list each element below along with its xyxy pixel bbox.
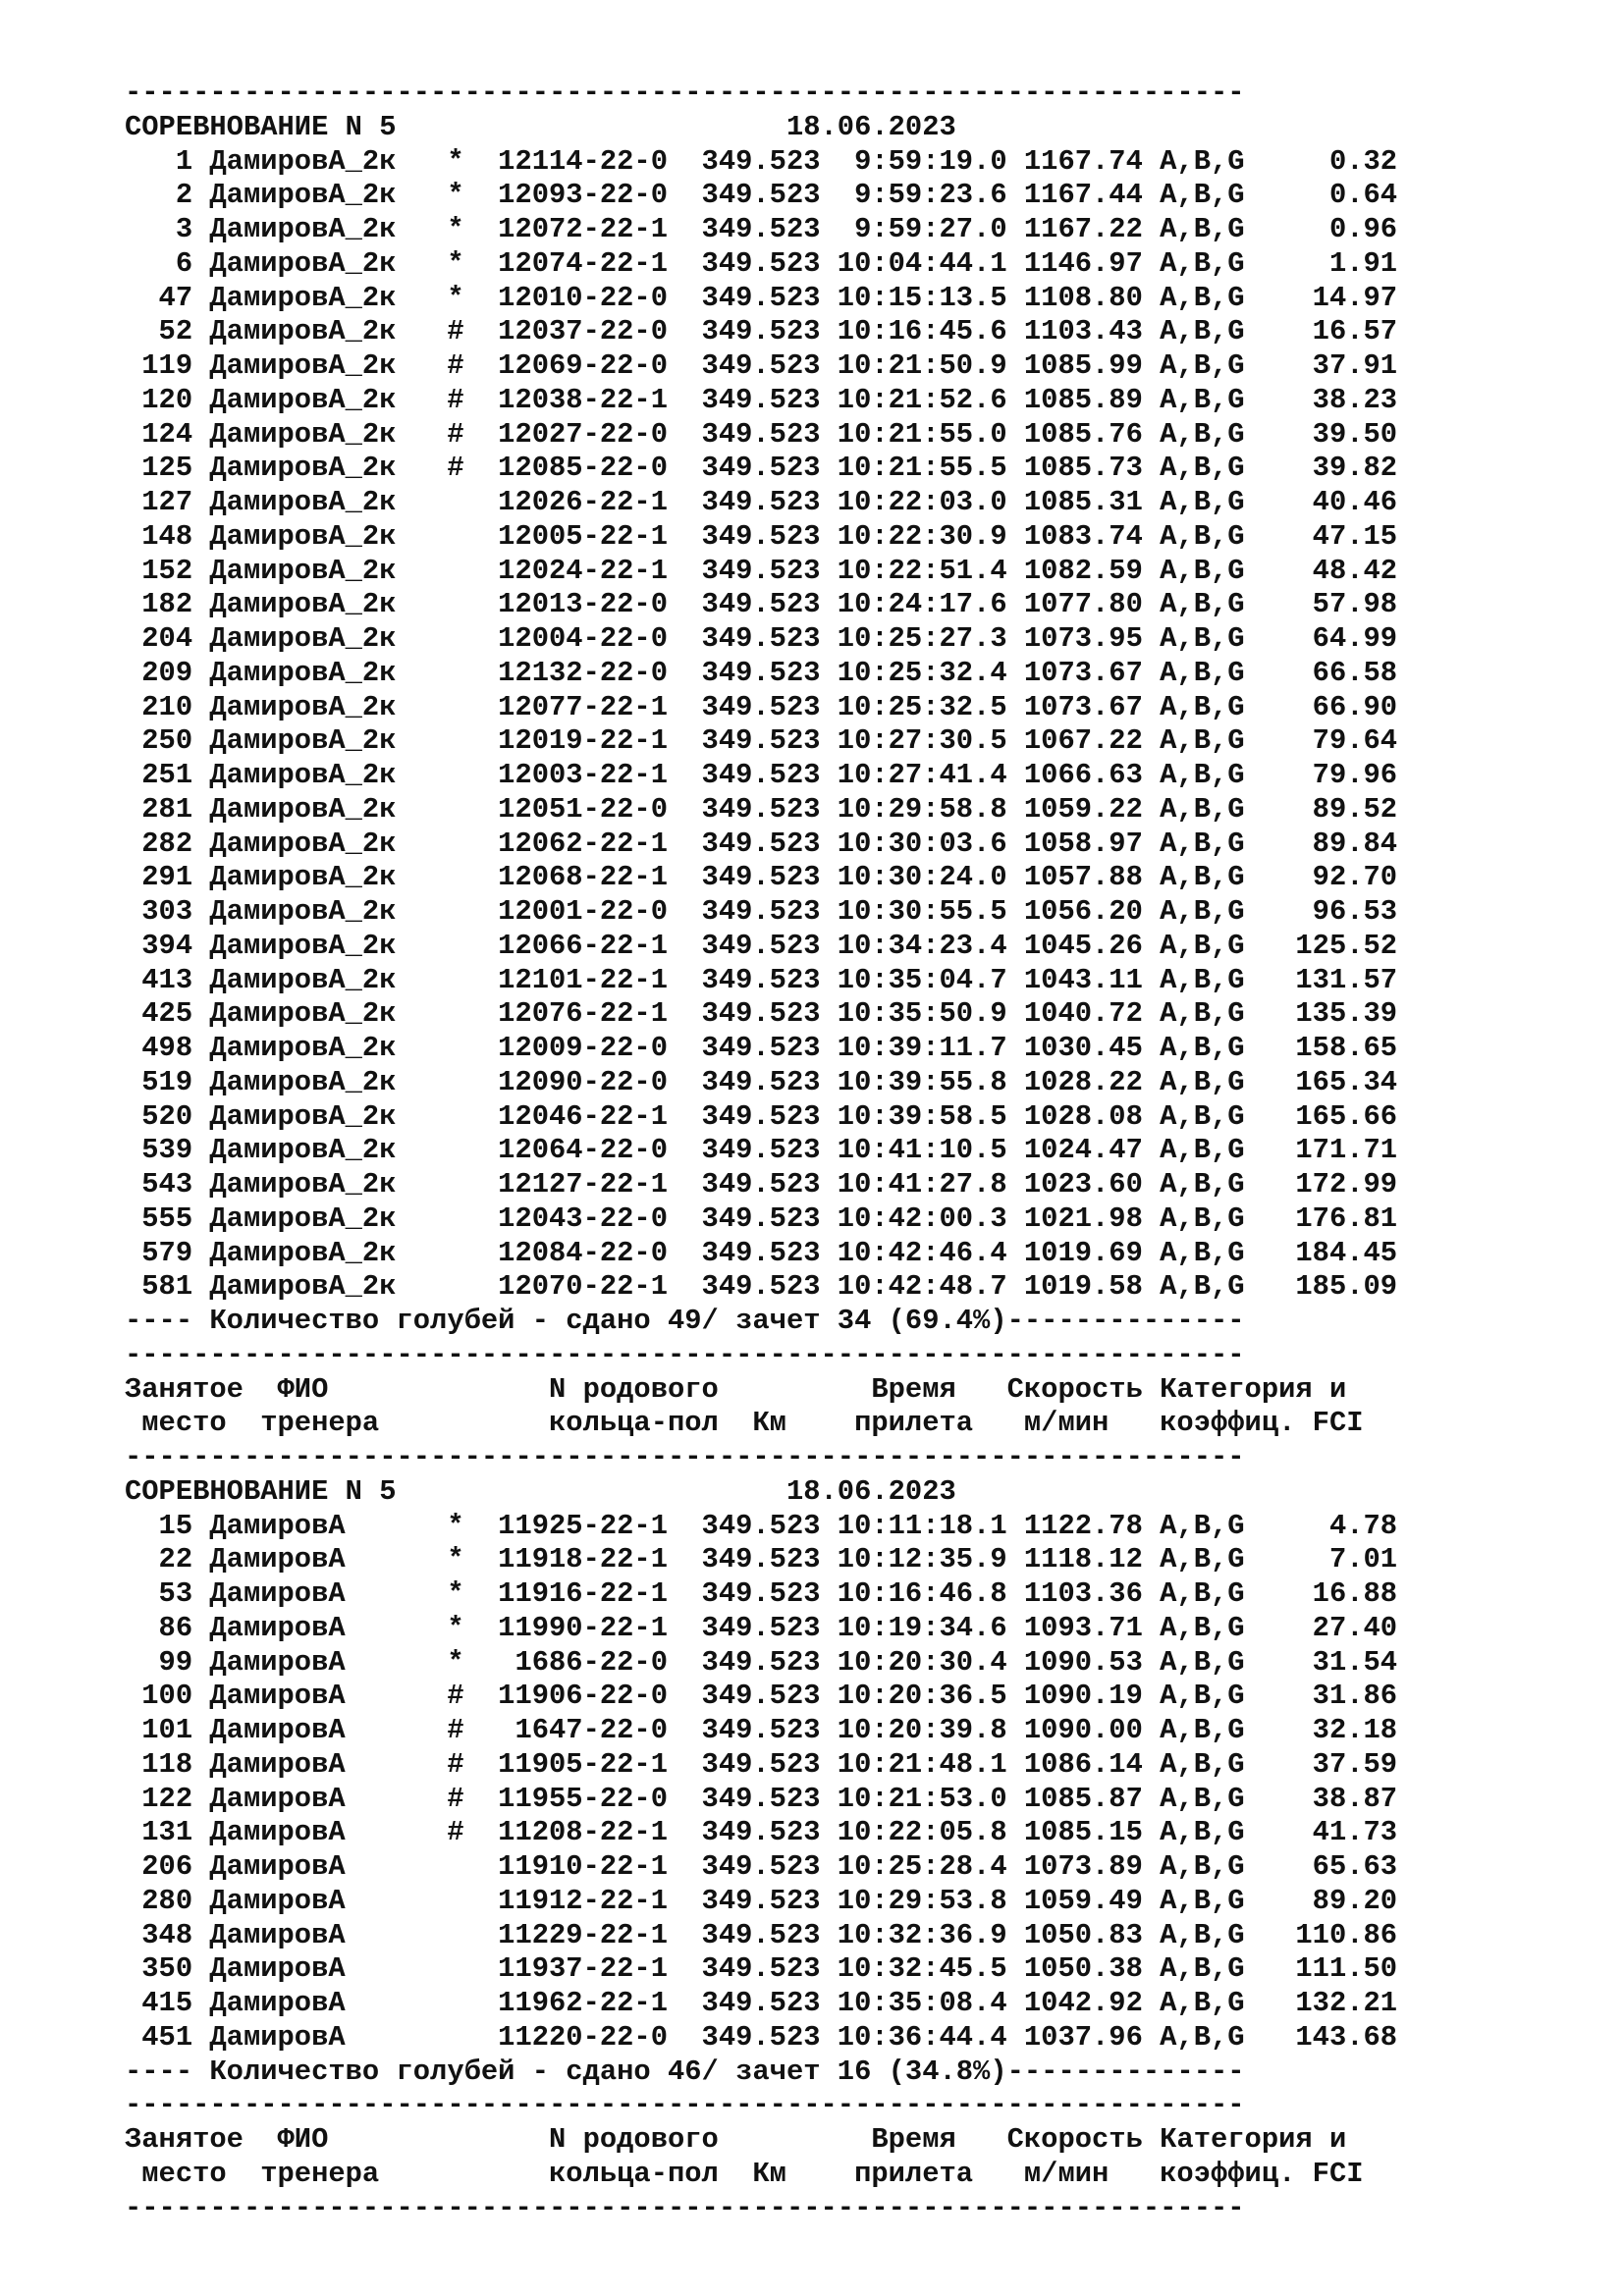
table-row: 348 ДамировА 11229-22-1 349.523 10:32:36.9 1050.83 A,B,G 110.86 <box>125 1918 1398 1951</box>
race-results-report <box>125 77 1397 2225</box>
table-row: 543 ДамировА_2к 12127-22-1 349.523 10:41:27.8 1023.60 A,B,G 172.99 <box>125 1168 1398 1201</box>
table-row: 148 ДамировА_2к 12005-22-1 349.523 10:22:30.9 1083.74 A,B,G 47.15 <box>125 519 1398 553</box>
table-row: 131 ДамировА # 11208-22-1 349.523 10:22:05.8 1085.15 A,B,G 41.73 <box>125 1816 1398 1849</box>
table-row: 1 ДамировА_2к * 12114-22-0 349.523 9:59:19.0 1167.74 A,B,G 0.32 <box>125 144 1398 178</box>
column-header-line-1: Занятое ФИО N родового Время Скорость Категория и <box>125 2123 1347 2156</box>
competition-title: СОРЕВНОВАНИЕ N 5 18.06.2023 <box>125 110 956 143</box>
separator-line: ------------------------------------------------------------------ <box>125 2191 1245 2224</box>
table-row: 125 ДамировА_2к # 12085-22-0 349.523 10:21:55.5 1085.73 A,B,G 39.82 <box>125 452 1398 485</box>
table-row: 118 ДамировА # 11905-22-1 349.523 10:21:48.1 1086.14 A,B,G 37.59 <box>125 1747 1398 1781</box>
table-row: 3 ДамировА_2к * 12072-22-1 349.523 9:59:27.0 1167.22 A,B,G 0.96 <box>125 213 1398 245</box>
table-row: 100 ДамировА # 11906-22-0 349.523 10:20:36.5 1090.19 A,B,G 31.86 <box>125 1680 1398 1713</box>
table-row: 519 ДамировА_2к 12090-22-0 349.523 10:39:55.8 1028.22 A,B,G 165.34 <box>125 1065 1398 1098</box>
table-row: 291 ДамировА_2к 12068-22-1 349.523 10:30:24.0 1057.88 A,B,G 92.70 <box>125 861 1398 894</box>
table-row: 124 ДамировА_2к # 12027-22-0 349.523 10:21:55.0 1085.76 A,B,G 39.50 <box>125 417 1398 451</box>
table-row: 451 ДамировА 11220-22-0 349.523 10:36:44.4 1037.96 A,B,G 143.68 <box>125 2020 1398 2054</box>
separator-line: ------------------------------------------------------------------ <box>125 2089 1245 2122</box>
table-row: 251 ДамировА_2к 12003-22-1 349.523 10:27:41.4 1066.63 A,B,G 79.96 <box>125 759 1398 791</box>
table-row: 47 ДамировА_2к * 12010-22-0 349.523 10:15:13.5 1108.80 A,B,G 14.97 <box>125 281 1398 314</box>
summary-line: ---- Количество голубей - сдано 46/ зачет 16 (34.8%)-------------- <box>125 2055 1245 2088</box>
separator-line: ------------------------------------------------------------------ <box>125 1441 1245 1473</box>
column-header-line-2: место тренера кольца-пол Км прилета м/мин коэффиц. FCI <box>125 1407 1364 1440</box>
table-row: 6 ДамировА_2к * 12074-22-1 349.523 10:04:44.1 1146.97 A,B,G 1.91 <box>125 246 1398 280</box>
table-row: 210 ДамировА_2к 12077-22-1 349.523 10:25:32.5 1073.67 A,B,G 66.90 <box>125 690 1398 723</box>
table-row: 52 ДамировА_2к # 12037-22-0 349.523 10:16:45.6 1103.43 A,B,G 16.57 <box>125 315 1398 348</box>
table-row: 15 ДамировА * 11925-22-1 349.523 10:11:18.1 1122.78 A,B,G 4.78 <box>125 1509 1398 1542</box>
table-row: 303 ДамировА_2к 12001-22-0 349.523 10:30:55.5 1056.20 A,B,G 96.53 <box>125 895 1398 928</box>
table-row: 555 ДамировА_2к 12043-22-0 349.523 10:42:00.3 1021.98 A,B,G 176.81 <box>125 1201 1398 1235</box>
table-row: 99 ДамировА * 1686-22-0 349.523 10:20:30.4 1090.53 A,B,G 31.54 <box>125 1645 1398 1679</box>
table-row: 413 ДамировА_2к 12101-22-1 349.523 10:35:04.7 1043.11 A,B,G 131.57 <box>125 963 1398 996</box>
table-row: 425 ДамировА_2к 12076-22-1 349.523 10:35:50.9 1040.72 A,B,G 135.39 <box>125 997 1398 1031</box>
table-row: 394 ДамировА_2к 12066-22-1 349.523 10:34:23.4 1045.26 A,B,G 125.52 <box>125 929 1398 962</box>
table-row: 86 ДамировА * 11990-22-1 349.523 10:19:34.6 1093.71 A,B,G 27.40 <box>125 1611 1398 1644</box>
table-row: 539 ДамировА_2к 12064-22-0 349.523 10:41:10.5 1024.47 A,B,G 171.71 <box>125 1134 1398 1167</box>
table-row: 282 ДамировА_2к 12062-22-1 349.523 10:30:03.6 1058.97 A,B,G 89.84 <box>125 827 1398 860</box>
column-header-line-2: место тренера кольца-пол Км прилета м/мин коэффиц. FCI <box>125 2157 1364 2190</box>
table-row: 498 ДамировА_2к 12009-22-0 349.523 10:39:11.7 1030.45 A,B,G 158.65 <box>125 1032 1398 1064</box>
table-row: 122 ДамировА # 11955-22-0 349.523 10:21:53.0 1085.87 A,B,G 38.87 <box>125 1782 1398 1815</box>
table-row: 127 ДамировА_2к 12026-22-1 349.523 10:22:03.0 1085.31 A,B,G 40.46 <box>125 486 1398 518</box>
table-row: 209 ДамировА_2к 12132-22-0 349.523 10:25:32.4 1073.67 A,B,G 66.58 <box>125 656 1398 689</box>
table-row: 581 ДамировА_2к 12070-22-1 349.523 10:42:48.7 1019.58 A,B,G 185.09 <box>125 1270 1398 1304</box>
table-row: 250 ДамировА_2к 12019-22-1 349.523 10:27:30.5 1067.22 A,B,G 79.64 <box>125 724 1398 758</box>
column-header-line-1: Занятое ФИО N родового Время Скорость Категория и <box>125 1372 1347 1406</box>
table-row: 53 ДамировА * 11916-22-1 349.523 10:16:46.8 1103.36 A,B,G 16.88 <box>125 1577 1398 1610</box>
table-row: 520 ДамировА_2к 12046-22-1 349.523 10:39:58.5 1028.08 A,B,G 165.66 <box>125 1099 1398 1133</box>
separator-line: ------------------------------------------------------------------ <box>125 1338 1245 1371</box>
summary-line: ---- Количество голубей - сдано 49/ зачет 34 (69.4%)-------------- <box>125 1305 1245 1337</box>
table-row: 206 ДамировА 11910-22-1 349.523 10:25:28.4 1073.89 A,B,G 65.63 <box>125 1850 1398 1883</box>
separator-line: ------------------------------------------------------------------ <box>125 77 1245 109</box>
table-row: 415 ДамировА 11962-22-1 349.523 10:35:08.4 1042.92 A,B,G 132.21 <box>125 1987 1398 2019</box>
table-row: 120 ДамировА_2к # 12038-22-1 349.523 10:21:52.6 1085.89 A,B,G 38.23 <box>125 383 1398 416</box>
table-row: 22 ДамировА * 11918-22-1 349.523 10:12:35.9 1118.12 A,B,G 7.01 <box>125 1543 1398 1576</box>
table-row: 101 ДамировА # 1647-22-0 349.523 10:20:39.8 1090.00 A,B,G 32.18 <box>125 1714 1398 1746</box>
table-row: 152 ДамировА_2к 12024-22-1 349.523 10:22:51.4 1082.59 A,B,G 48.42 <box>125 554 1398 587</box>
table-row: 2 ДамировА_2к * 12093-22-0 349.523 9:59:23.6 1167.44 A,B,G 0.64 <box>125 179 1398 212</box>
table-row: 182 ДамировА_2к 12013-22-0 349.523 10:24:17.6 1077.80 A,B,G 57.98 <box>125 588 1398 621</box>
table-row: 280 ДамировА 11912-22-1 349.523 10:29:53.8 1059.49 A,B,G 89.20 <box>125 1884 1398 1917</box>
table-row: 281 ДамировА_2к 12051-22-0 349.523 10:29:58.8 1059.22 A,B,G 89.52 <box>125 792 1398 826</box>
table-row: 119 ДамировА_2к # 12069-22-0 349.523 10:21:50.9 1085.99 A,B,G 37.91 <box>125 349 1398 382</box>
table-row: 579 ДамировА_2к 12084-22-0 349.523 10:42:46.4 1019.69 A,B,G 184.45 <box>125 1236 1398 1269</box>
table-row: 350 ДамировА 11937-22-1 349.523 10:32:45.5 1050.38 A,B,G 111.50 <box>125 1952 1398 1986</box>
table-row: 204 ДамировА_2к 12004-22-0 349.523 10:25:27.3 1073.95 A,B,G 64.99 <box>125 622 1398 655</box>
competition-title: СОРЕВНОВАНИЕ N 5 18.06.2023 <box>125 1474 956 1508</box>
